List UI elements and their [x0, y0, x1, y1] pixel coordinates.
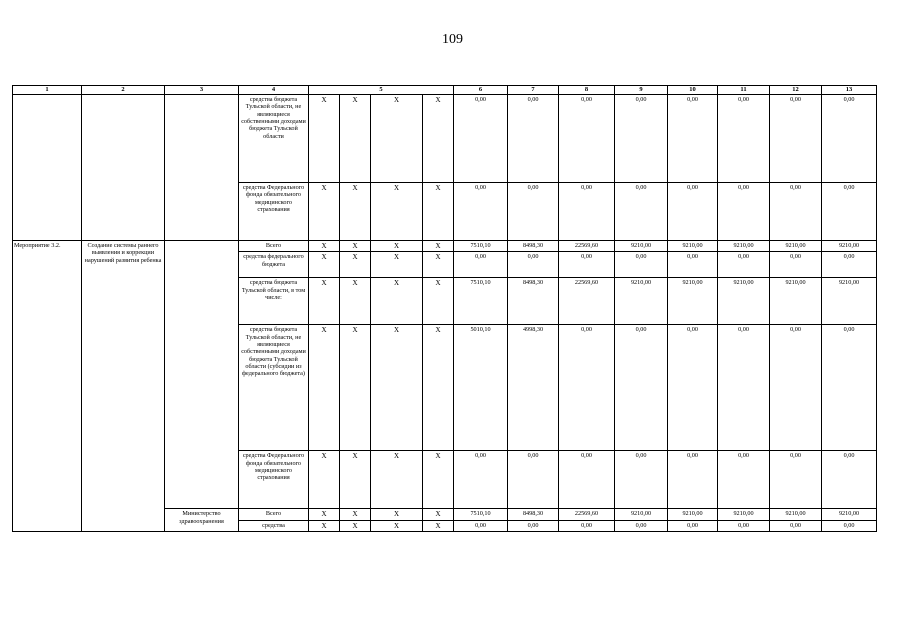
value-cell: 7510,10	[454, 278, 508, 325]
x-cell: Х	[309, 278, 340, 325]
funding-source-cell: средства бюджета Тульской области, не являющиеся собственными доходами бюджета Тульской области (субсидии из федерального бюджета)	[239, 325, 309, 451]
value-cell: 0,00	[615, 95, 668, 183]
value-cell: 9210,00	[668, 241, 718, 252]
value-cell: 9210,00	[770, 278, 822, 325]
x-cell: Х	[340, 95, 371, 183]
value-cell: 0,00	[559, 183, 615, 241]
value-cell: 0,00	[454, 183, 508, 241]
value-cell: 0,00	[770, 520, 822, 531]
col-header-3: 3	[165, 86, 239, 95]
value-cell: 22569,60	[559, 241, 615, 252]
x-cell: Х	[423, 252, 454, 278]
value-cell: 9210,00	[668, 509, 718, 520]
x-cell: Х	[423, 451, 454, 509]
value-cell: 0,00	[822, 95, 877, 183]
x-cell: Х	[371, 509, 423, 520]
x-cell: Х	[309, 325, 340, 451]
x-cell: Х	[423, 278, 454, 325]
value-cell: 0,00	[718, 325, 770, 451]
value-cell: 0,00	[615, 183, 668, 241]
x-cell: Х	[309, 451, 340, 509]
value-cell: 8498,30	[508, 509, 559, 520]
value-cell: 9210,00	[770, 241, 822, 252]
measure-cell	[13, 95, 82, 241]
page-number: 109	[442, 32, 463, 47]
x-cell: Х	[423, 520, 454, 531]
value-cell: 0,00	[718, 183, 770, 241]
value-cell: 7510,10	[454, 509, 508, 520]
funding-source-cell: средства бюджета Тульской области, в том числе:	[239, 278, 309, 325]
value-cell: 0,00	[508, 252, 559, 278]
value-cell: 0,00	[454, 451, 508, 509]
x-cell: Х	[309, 509, 340, 520]
value-cell: 5010,10	[454, 325, 508, 451]
col-header-10: 10	[668, 86, 718, 95]
col-header-6: 6	[454, 86, 508, 95]
x-cell: Х	[309, 252, 340, 278]
col-header-12: 12	[770, 86, 822, 95]
value-cell: 0,00	[668, 252, 718, 278]
x-cell: Х	[371, 451, 423, 509]
value-cell: 0,00	[822, 252, 877, 278]
value-cell: 0,00	[668, 325, 718, 451]
value-cell: 8498,30	[508, 278, 559, 325]
x-cell: Х	[371, 95, 423, 183]
value-cell: 0,00	[668, 95, 718, 183]
value-cell: 0,00	[718, 95, 770, 183]
col-header-7: 7	[508, 86, 559, 95]
funding-source-cell: Всего	[239, 241, 309, 252]
value-cell: 9210,00	[615, 241, 668, 252]
executor-cell: Министерство здравоохранения	[165, 509, 239, 532]
value-cell: 9210,00	[770, 509, 822, 520]
funding-source-cell: средства федерального бюджета	[239, 252, 309, 278]
x-cell: Х	[340, 520, 371, 531]
header-row	[13, 86, 877, 95]
value-cell: 0,00	[559, 95, 615, 183]
funding-source-cell: средства Федерального фонда обязательного медицинского страхования	[239, 451, 309, 509]
value-cell: 0,00	[718, 520, 770, 531]
x-cell: Х	[423, 183, 454, 241]
value-cell: 0,00	[508, 451, 559, 509]
value-cell: 0,00	[668, 520, 718, 531]
value-cell: 0,00	[770, 183, 822, 241]
value-cell: 0,00	[770, 252, 822, 278]
x-cell: Х	[371, 252, 423, 278]
value-cell: 0,00	[615, 325, 668, 451]
x-cell: Х	[371, 325, 423, 451]
funding-source-cell: средства бюджета Тульской области, не являющиеся собственными доходами бюджета Тульской области	[239, 95, 309, 183]
funding-source-cell: средства	[239, 520, 309, 531]
table-row	[13, 241, 877, 252]
value-cell: 0,00	[508, 95, 559, 183]
value-cell: 0,00	[508, 520, 559, 531]
value-cell: 7510,10	[454, 241, 508, 252]
x-cell: Х	[340, 325, 371, 451]
value-cell: 0,00	[615, 520, 668, 531]
x-cell: Х	[371, 278, 423, 325]
x-cell: Х	[423, 95, 454, 183]
executor-cell	[165, 95, 239, 241]
x-cell: Х	[340, 509, 371, 520]
value-cell: 0,00	[454, 252, 508, 278]
value-cell: 0,00	[559, 451, 615, 509]
col-header-11: 11	[718, 86, 770, 95]
x-cell: Х	[340, 241, 371, 252]
value-cell: 9210,00	[718, 509, 770, 520]
value-cell: 9210,00	[822, 278, 877, 325]
funding-source-cell: Всего	[239, 509, 309, 520]
value-cell: 0,00	[559, 520, 615, 531]
col-header-5: 5	[309, 86, 454, 95]
funding-source-cell: средства Федерального фонда обязательного медицинского страхования	[239, 183, 309, 241]
x-cell: Х	[423, 509, 454, 520]
value-cell: 0,00	[559, 325, 615, 451]
value-cell: 9210,00	[615, 278, 668, 325]
value-cell: 0,00	[822, 520, 877, 531]
value-cell: 4998,30	[508, 325, 559, 451]
value-cell: 0,00	[508, 183, 559, 241]
x-cell: Х	[309, 520, 340, 531]
x-cell: Х	[340, 278, 371, 325]
value-cell: 0,00	[822, 451, 877, 509]
col-header-13: 13	[822, 86, 877, 95]
value-cell: 0,00	[559, 252, 615, 278]
value-cell: 0,00	[718, 252, 770, 278]
value-cell: 0,00	[454, 520, 508, 531]
x-cell: Х	[371, 241, 423, 252]
value-cell: 8498,30	[508, 241, 559, 252]
measure-number-cell: Мероприятие 3.2.	[13, 241, 82, 532]
table-row	[13, 95, 877, 183]
value-cell: 9210,00	[668, 278, 718, 325]
value-cell: 0,00	[770, 325, 822, 451]
value-cell: 0,00	[668, 183, 718, 241]
x-cell: Х	[371, 183, 423, 241]
col-header-2: 2	[82, 86, 165, 95]
value-cell: 9210,00	[718, 241, 770, 252]
col-header-9: 9	[615, 86, 668, 95]
value-cell: 0,00	[770, 95, 822, 183]
value-cell: 9210,00	[718, 278, 770, 325]
value-cell: 22569,60	[559, 278, 615, 325]
value-cell: 9210,00	[822, 509, 877, 520]
budget-table	[12, 85, 877, 532]
value-cell: 0,00	[822, 183, 877, 241]
x-cell: Х	[340, 183, 371, 241]
value-cell: 0,00	[770, 451, 822, 509]
col-header-1: 1	[13, 86, 82, 95]
value-cell: 0,00	[822, 325, 877, 451]
x-cell: Х	[423, 241, 454, 252]
value-cell: 0,00	[454, 95, 508, 183]
x-cell: Х	[423, 325, 454, 451]
measure-description-cell	[82, 95, 165, 241]
col-header-4: 4	[239, 86, 309, 95]
value-cell: 9210,00	[822, 241, 877, 252]
executor-cell	[165, 241, 239, 509]
value-cell: 0,00	[615, 451, 668, 509]
x-cell: Х	[309, 95, 340, 183]
x-cell: Х	[371, 520, 423, 531]
value-cell: 22569,60	[559, 509, 615, 520]
value-cell: 0,00	[718, 451, 770, 509]
x-cell: Х	[340, 451, 371, 509]
value-cell: 9210,00	[615, 509, 668, 520]
x-cell: Х	[309, 241, 340, 252]
x-cell: Х	[309, 183, 340, 241]
col-header-8: 8	[559, 86, 615, 95]
x-cell: Х	[340, 252, 371, 278]
measure-description-cell: Создание системы раннего выявления и коррекции нарушений развития ребенка	[82, 241, 165, 532]
value-cell: 0,00	[615, 252, 668, 278]
value-cell: 0,00	[668, 451, 718, 509]
